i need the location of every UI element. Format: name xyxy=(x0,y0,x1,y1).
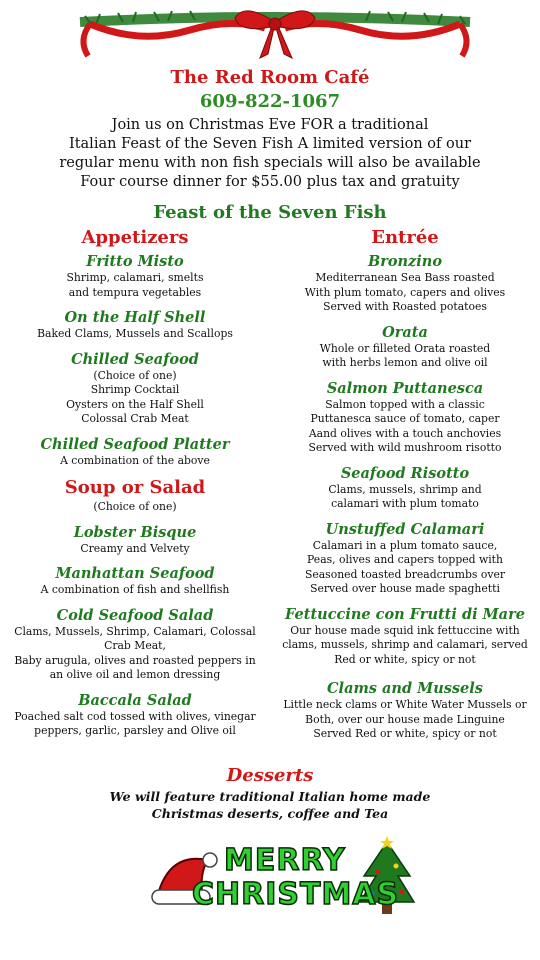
item-description xyxy=(270,539,540,597)
item-description xyxy=(270,398,540,456)
description-line: Aand olives with a touch anchovies xyxy=(308,426,502,440)
phone-number: 609-822-1067 xyxy=(199,91,341,112)
description-line: Served over house made spaghetti xyxy=(310,582,500,595)
item-name: Seafood Risotto xyxy=(340,464,470,482)
desserts-heading: Desserts xyxy=(226,765,314,786)
menu-item xyxy=(270,605,540,668)
item-description xyxy=(0,327,270,342)
description-line: clams, mussels, shrimp and calamari, served xyxy=(282,638,528,651)
menu-item xyxy=(270,252,540,315)
item-name: Bronzino xyxy=(367,253,443,270)
description-line: an olive oil and lemon dressing xyxy=(49,668,221,681)
menu-item xyxy=(270,679,540,742)
item-name: Clams and Mussels xyxy=(327,680,483,697)
merry-christmas-graphic xyxy=(150,832,415,927)
intro-line: Four course dinner for $55.00 plus tax and gratuity xyxy=(80,174,460,190)
description-line: Little neck clams or White Water Mussels or xyxy=(283,698,527,711)
description-line: Served with Roasted potatoes xyxy=(323,300,487,313)
appetizers-heading: Appetizers xyxy=(81,227,189,248)
menu-item xyxy=(0,308,270,342)
description-line: Salmon topped with a classic xyxy=(325,397,485,411)
description-line: We will feature traditional Italian home made xyxy=(109,789,431,804)
description-line: Baby arugula, olives and roasted peppers in xyxy=(14,653,256,667)
right-column xyxy=(270,226,540,742)
item-description xyxy=(270,624,540,668)
choice-note: (Choice of one) xyxy=(93,500,177,513)
item-name: Fritto Misto xyxy=(86,253,184,270)
item-name: On the Half Shell xyxy=(64,309,206,326)
description-line: A combination of the above xyxy=(60,453,210,467)
feast-title: Feast of the Seven Fish xyxy=(153,202,387,223)
cafe-name: The Red Room Café xyxy=(170,67,370,88)
description-line: A combination of fish and shellfish xyxy=(40,583,230,596)
description-line: Baked Clams, Mussels and Scallops xyxy=(37,327,233,340)
description-line: Colossal Crab Meat xyxy=(81,412,189,425)
item-name: Fettuccine con Frutti di Mare xyxy=(285,605,525,623)
menu-item xyxy=(0,252,270,300)
item-description xyxy=(270,271,540,315)
desserts-section xyxy=(0,764,540,822)
description-line: Both, over our house made Linguine xyxy=(305,712,505,726)
menu-item xyxy=(270,379,540,456)
description-line: Oysters on the Half Shell xyxy=(66,397,204,411)
item-name: Salmon Puttanesca xyxy=(326,379,484,397)
description-line: and tempura vegetables xyxy=(68,285,202,299)
menu-item xyxy=(270,520,540,597)
item-name: Cold Seafood Salad xyxy=(56,606,214,624)
item-description xyxy=(270,483,540,512)
item-name: Unstuffed Calamari xyxy=(325,520,485,538)
description-line: Shrimp, calamari, smelts xyxy=(66,271,204,284)
item-description xyxy=(0,271,270,300)
description-line: Christmas deserts, coffee and Tea xyxy=(151,806,389,821)
description-line: Served with wild mushroom risotto xyxy=(308,441,502,454)
menu-item xyxy=(0,606,270,683)
intro-text xyxy=(0,116,540,192)
item-name: Baccala Salad xyxy=(78,691,192,709)
item-name: Orata xyxy=(382,323,428,341)
menu-item xyxy=(270,323,540,371)
item-name: Lobster Bisque xyxy=(73,523,197,541)
item-description xyxy=(0,583,270,598)
description-line: Mediterranean Sea Bass roasted xyxy=(315,271,495,284)
ribbon-tail-right xyxy=(460,24,467,56)
description-line: Creamy and Velvety xyxy=(80,541,190,555)
description-line: Peas, olives and capers topped with xyxy=(307,553,503,566)
menu-item xyxy=(270,464,540,512)
description-line: Served Red or white, spicy or not xyxy=(313,727,497,740)
description-line: Clams, Mussels, Shrimp, Calamari, Colossal xyxy=(14,624,256,638)
description-line: Puttanesca sauce of tomato, caper xyxy=(310,412,500,425)
description-line: Poached salt cod tossed with olives, vinegar xyxy=(14,709,256,723)
description-line: Seasoned toasted breadcrumbs over xyxy=(304,567,506,581)
intro-line: Italian Feast of the Seven Fish A limited version of our xyxy=(68,136,472,152)
menu-header xyxy=(0,66,540,192)
item-description xyxy=(270,698,540,742)
description-line: Clams, mussels, shrimp and xyxy=(328,482,482,496)
left-column xyxy=(0,226,270,739)
merry-text: MERRY xyxy=(224,843,346,878)
item-description xyxy=(0,542,270,557)
description-line: Whole or filleted Orata roasted xyxy=(319,341,491,355)
item-name: Chilled Seafood Platter xyxy=(40,435,230,453)
item-description xyxy=(270,342,540,371)
item-name: Manhattan Seafood xyxy=(55,565,215,582)
item-description xyxy=(0,369,270,427)
bow-icon xyxy=(235,11,315,58)
description-line: With plum tomato, capers and olives xyxy=(304,285,506,299)
item-description xyxy=(0,454,270,469)
description-line: Shrimp Cocktail xyxy=(90,383,180,396)
menu-item xyxy=(0,564,270,598)
christmas-text: CHRISTMAS xyxy=(192,877,400,912)
item-description xyxy=(0,625,270,683)
description-line: with herbs lemon and olive oil xyxy=(322,356,488,369)
item-description xyxy=(0,710,270,739)
ribbon-left xyxy=(90,23,265,36)
menu-item xyxy=(0,350,270,427)
garland-bow-decoration xyxy=(70,0,480,72)
description-line: Crab Meat, xyxy=(104,639,166,652)
description-line: Our house made squid ink fettuccine with xyxy=(290,623,520,637)
description-line: Red or white, spicy or not xyxy=(334,652,476,666)
intro-line: regular menu with non fish specials will also be available xyxy=(59,155,481,171)
description-line: Calamari in a plum tomato sauce, xyxy=(312,538,498,552)
ribbon-tail-left xyxy=(83,24,90,56)
soup-salad-heading: Soup or Salad xyxy=(64,477,206,498)
menu-item xyxy=(0,691,270,739)
intro-line: Join us on Christmas Eve FOR a traditional xyxy=(111,117,429,133)
item-name: Chilled Seafood xyxy=(71,350,199,368)
entree-heading: Entrée xyxy=(371,227,439,248)
menu-item xyxy=(0,523,270,557)
description-line: peppers, garlic, parsley and Olive oil xyxy=(34,724,236,737)
description-line: (Choice of one) xyxy=(93,368,177,382)
ribbon-right xyxy=(285,23,460,36)
menu-item xyxy=(0,435,270,469)
desserts-description xyxy=(0,788,540,822)
description-line: calamari with plum tomato xyxy=(331,497,479,510)
